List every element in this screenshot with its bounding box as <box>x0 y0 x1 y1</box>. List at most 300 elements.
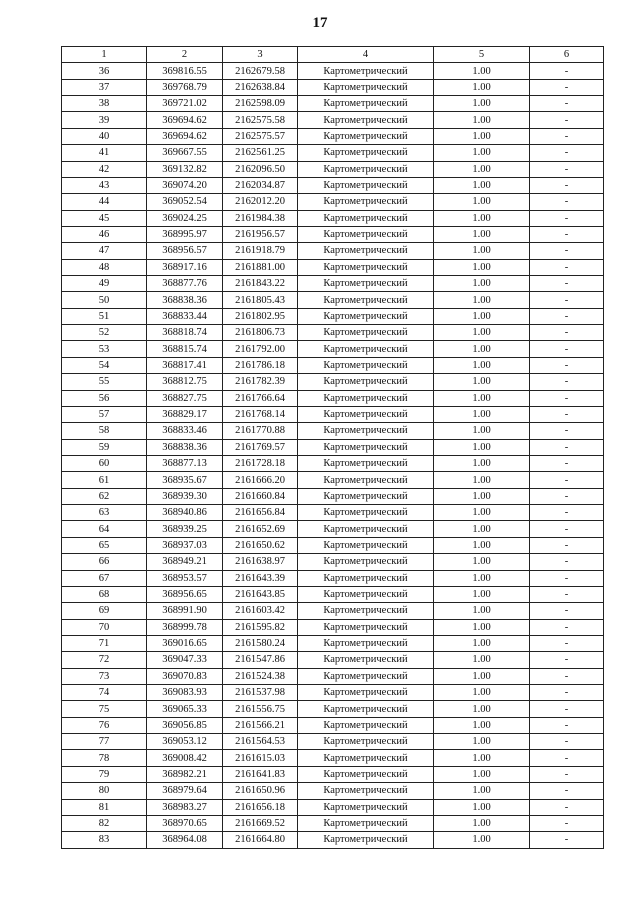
y-coordinate-cell: 2161802.95 <box>223 308 298 324</box>
x-coordinate-cell: 368939.30 <box>147 488 223 504</box>
x-coordinate-cell: 368838.36 <box>147 292 223 308</box>
precision-cell: 1.00 <box>434 734 530 750</box>
description-cell: - <box>530 308 604 324</box>
x-coordinate-cell: 369694.62 <box>147 128 223 144</box>
precision-cell: 1.00 <box>434 259 530 275</box>
method-cell: Картометрический <box>298 357 434 373</box>
point-number-cell: 78 <box>62 750 147 766</box>
y-coordinate-cell: 2162679.58 <box>223 63 298 79</box>
precision-cell: 1.00 <box>434 505 530 521</box>
description-cell: - <box>530 537 604 553</box>
point-number-cell: 73 <box>62 668 147 684</box>
description-cell: - <box>530 194 604 210</box>
description-cell: - <box>530 177 604 193</box>
column-header: 4 <box>298 47 434 63</box>
point-number-cell: 81 <box>62 799 147 815</box>
description-cell: - <box>530 292 604 308</box>
x-coordinate-cell: 369694.62 <box>147 112 223 128</box>
table-row <box>62 292 604 308</box>
table-row <box>62 341 604 357</box>
description-cell: - <box>530 521 604 537</box>
y-coordinate-cell: 2161643.39 <box>223 570 298 586</box>
x-coordinate-cell: 368815.74 <box>147 341 223 357</box>
x-coordinate-cell: 368949.21 <box>147 554 223 570</box>
x-coordinate-cell: 369016.65 <box>147 635 223 651</box>
precision-cell: 1.00 <box>434 177 530 193</box>
precision-cell: 1.00 <box>434 537 530 553</box>
description-cell: - <box>530 685 604 701</box>
column-header: 5 <box>434 47 530 63</box>
table-row <box>62 488 604 504</box>
y-coordinate-cell: 2161770.88 <box>223 423 298 439</box>
x-coordinate-cell: 368833.46 <box>147 423 223 439</box>
point-number-cell: 79 <box>62 766 147 782</box>
method-cell: Картометрический <box>298 390 434 406</box>
point-number-cell: 37 <box>62 79 147 95</box>
table-row <box>62 145 604 161</box>
x-coordinate-cell: 368818.74 <box>147 325 223 341</box>
y-coordinate-cell: 2162575.57 <box>223 128 298 144</box>
method-cell: Картометрический <box>298 635 434 651</box>
description-cell: - <box>530 145 604 161</box>
point-number-cell: 53 <box>62 341 147 357</box>
table-row <box>62 766 604 782</box>
method-cell: Картометрический <box>298 472 434 488</box>
table-row <box>62 325 604 341</box>
description-cell: - <box>530 243 604 259</box>
x-coordinate-cell: 368940.86 <box>147 505 223 521</box>
description-cell: - <box>530 325 604 341</box>
method-cell: Картометрический <box>298 619 434 635</box>
point-number-cell: 54 <box>62 357 147 373</box>
precision-cell: 1.00 <box>434 194 530 210</box>
method-cell: Картометрический <box>298 455 434 471</box>
description-cell: - <box>530 717 604 733</box>
y-coordinate-cell: 2161805.43 <box>223 292 298 308</box>
precision-cell: 1.00 <box>434 766 530 782</box>
precision-cell: 1.00 <box>434 783 530 799</box>
y-coordinate-cell: 2162012.20 <box>223 194 298 210</box>
precision-cell: 1.00 <box>434 701 530 717</box>
method-cell: Картометрический <box>298 766 434 782</box>
description-cell: - <box>530 406 604 422</box>
method-cell: Картометрический <box>298 341 434 357</box>
description-cell: - <box>530 259 604 275</box>
point-number-cell: 40 <box>62 128 147 144</box>
point-number-cell: 45 <box>62 210 147 226</box>
x-coordinate-cell: 368970.65 <box>147 815 223 831</box>
y-coordinate-cell: 2161566.21 <box>223 717 298 733</box>
description-cell: - <box>530 766 604 782</box>
point-number-cell: 56 <box>62 390 147 406</box>
precision-cell: 1.00 <box>434 750 530 766</box>
method-cell: Картометрический <box>298 554 434 570</box>
point-number-cell: 43 <box>62 177 147 193</box>
method-cell: Картометрический <box>298 308 434 324</box>
precision-cell: 1.00 <box>434 341 530 357</box>
table-row <box>62 472 604 488</box>
precision-cell: 1.00 <box>434 325 530 341</box>
precision-cell: 1.00 <box>434 652 530 668</box>
precision-cell: 1.00 <box>434 488 530 504</box>
table-row <box>62 63 604 79</box>
point-number-cell: 52 <box>62 325 147 341</box>
table-row <box>62 586 604 602</box>
y-coordinate-cell: 2161769.57 <box>223 439 298 455</box>
x-coordinate-cell: 368964.08 <box>147 832 223 848</box>
precision-cell: 1.00 <box>434 423 530 439</box>
y-coordinate-cell: 2161656.18 <box>223 799 298 815</box>
method-cell: Картометрический <box>298 128 434 144</box>
y-coordinate-cell: 2161768.14 <box>223 406 298 422</box>
method-cell: Картометрический <box>298 276 434 292</box>
column-header: 3 <box>223 47 298 63</box>
method-cell: Картометрический <box>298 63 434 79</box>
description-cell: - <box>530 128 604 144</box>
point-number-cell: 77 <box>62 734 147 750</box>
description-cell: - <box>530 63 604 79</box>
method-cell: Картометрический <box>298 145 434 161</box>
precision-cell: 1.00 <box>434 226 530 242</box>
y-coordinate-cell: 2161843.22 <box>223 276 298 292</box>
point-number-cell: 64 <box>62 521 147 537</box>
table-body <box>62 63 604 848</box>
precision-cell: 1.00 <box>434 112 530 128</box>
table-row <box>62 96 604 112</box>
point-number-cell: 66 <box>62 554 147 570</box>
table-row <box>62 308 604 324</box>
description-cell: - <box>530 586 604 602</box>
x-coordinate-cell: 368833.44 <box>147 308 223 324</box>
description-cell: - <box>530 668 604 684</box>
point-number-cell: 57 <box>62 406 147 422</box>
table-row <box>62 537 604 553</box>
method-cell: Картометрический <box>298 685 434 701</box>
table-row <box>62 79 604 95</box>
method-cell: Картометрический <box>298 734 434 750</box>
description-cell: - <box>530 734 604 750</box>
y-coordinate-cell: 2161652.69 <box>223 521 298 537</box>
table-row <box>62 603 604 619</box>
method-cell: Картометрический <box>298 750 434 766</box>
table-row <box>62 652 604 668</box>
y-coordinate-cell: 2161556.75 <box>223 701 298 717</box>
point-number-cell: 75 <box>62 701 147 717</box>
coordinates-table <box>61 46 604 849</box>
table-row <box>62 177 604 193</box>
x-coordinate-cell: 368937.03 <box>147 537 223 553</box>
method-cell: Картометрический <box>298 439 434 455</box>
x-coordinate-cell: 368956.65 <box>147 586 223 602</box>
x-coordinate-cell: 368817.41 <box>147 357 223 373</box>
table-row <box>62 570 604 586</box>
description-cell: - <box>530 423 604 439</box>
table-row <box>62 357 604 373</box>
y-coordinate-cell: 2161786.18 <box>223 357 298 373</box>
y-coordinate-cell: 2162638.84 <box>223 79 298 95</box>
y-coordinate-cell: 2161792.00 <box>223 341 298 357</box>
x-coordinate-cell: 369008.42 <box>147 750 223 766</box>
method-cell: Картометрический <box>298 406 434 422</box>
x-coordinate-cell: 369053.12 <box>147 734 223 750</box>
x-coordinate-cell: 369047.33 <box>147 652 223 668</box>
x-coordinate-cell: 369074.20 <box>147 177 223 193</box>
precision-cell: 1.00 <box>434 308 530 324</box>
method-cell: Картометрический <box>298 325 434 341</box>
x-coordinate-cell: 368812.75 <box>147 374 223 390</box>
description-cell: - <box>530 619 604 635</box>
x-coordinate-cell: 369024.25 <box>147 210 223 226</box>
table-row <box>62 832 604 848</box>
precision-cell: 1.00 <box>434 439 530 455</box>
y-coordinate-cell: 2162561.25 <box>223 145 298 161</box>
y-coordinate-cell: 2161650.62 <box>223 537 298 553</box>
description-cell: - <box>530 815 604 831</box>
point-number-cell: 59 <box>62 439 147 455</box>
precision-cell: 1.00 <box>434 128 530 144</box>
point-number-cell: 67 <box>62 570 147 586</box>
precision-cell: 1.00 <box>434 685 530 701</box>
precision-cell: 1.00 <box>434 292 530 308</box>
precision-cell: 1.00 <box>434 668 530 684</box>
y-coordinate-cell: 2162034.87 <box>223 177 298 193</box>
description-cell: - <box>530 603 604 619</box>
method-cell: Картометрический <box>298 243 434 259</box>
y-coordinate-cell: 2161782.39 <box>223 374 298 390</box>
x-coordinate-cell: 368827.75 <box>147 390 223 406</box>
description-cell: - <box>530 374 604 390</box>
x-coordinate-cell: 368829.17 <box>147 406 223 422</box>
table-row <box>62 210 604 226</box>
x-coordinate-cell: 369667.55 <box>147 145 223 161</box>
precision-cell: 1.00 <box>434 455 530 471</box>
x-coordinate-cell: 369132.82 <box>147 161 223 177</box>
page-number: 17 <box>312 15 328 31</box>
point-number-cell: 70 <box>62 619 147 635</box>
table-row <box>62 439 604 455</box>
description-cell: - <box>530 832 604 848</box>
y-coordinate-cell: 2161728.18 <box>223 455 298 471</box>
method-cell: Картометрический <box>298 717 434 733</box>
table-row <box>62 423 604 439</box>
method-cell: Картометрический <box>298 79 434 95</box>
precision-cell: 1.00 <box>434 717 530 733</box>
point-number-cell: 82 <box>62 815 147 831</box>
y-coordinate-cell: 2161918.79 <box>223 243 298 259</box>
y-coordinate-cell: 2162096.50 <box>223 161 298 177</box>
x-coordinate-cell: 368939.25 <box>147 521 223 537</box>
description-cell: - <box>530 210 604 226</box>
point-number-cell: 50 <box>62 292 147 308</box>
precision-cell: 1.00 <box>434 603 530 619</box>
y-coordinate-cell: 2161881.00 <box>223 259 298 275</box>
precision-cell: 1.00 <box>434 554 530 570</box>
y-coordinate-cell: 2161603.42 <box>223 603 298 619</box>
x-coordinate-cell: 369816.55 <box>147 63 223 79</box>
point-number-cell: 44 <box>62 194 147 210</box>
precision-cell: 1.00 <box>434 799 530 815</box>
method-cell: Картометрический <box>298 161 434 177</box>
x-coordinate-cell: 369052.54 <box>147 194 223 210</box>
y-coordinate-cell: 2161638.97 <box>223 554 298 570</box>
method-cell: Картометрический <box>298 488 434 504</box>
point-number-cell: 62 <box>62 488 147 504</box>
y-coordinate-cell: 2161664.80 <box>223 832 298 848</box>
method-cell: Картометрический <box>298 226 434 242</box>
precision-cell: 1.00 <box>434 374 530 390</box>
x-coordinate-cell: 368953.57 <box>147 570 223 586</box>
point-number-cell: 51 <box>62 308 147 324</box>
y-coordinate-cell: 2161643.85 <box>223 586 298 602</box>
table-row <box>62 521 604 537</box>
method-cell: Картометрический <box>298 177 434 193</box>
description-cell: - <box>530 341 604 357</box>
description-cell: - <box>530 112 604 128</box>
table-row <box>62 554 604 570</box>
method-cell: Картометрический <box>298 423 434 439</box>
method-cell: Картометрический <box>298 112 434 128</box>
description-cell: - <box>530 226 604 242</box>
precision-cell: 1.00 <box>434 586 530 602</box>
method-cell: Картометрический <box>298 210 434 226</box>
precision-cell: 1.00 <box>434 832 530 848</box>
table-row <box>62 734 604 750</box>
method-cell: Картометрический <box>298 815 434 831</box>
x-coordinate-cell: 368838.36 <box>147 439 223 455</box>
y-coordinate-cell: 2161669.52 <box>223 815 298 831</box>
method-cell: Картометрический <box>298 292 434 308</box>
table-row <box>62 161 604 177</box>
precision-cell: 1.00 <box>434 276 530 292</box>
y-coordinate-cell: 2161666.20 <box>223 472 298 488</box>
method-cell: Картометрический <box>298 832 434 848</box>
description-cell: - <box>530 439 604 455</box>
description-cell: - <box>530 799 604 815</box>
y-coordinate-cell: 2161650.96 <box>223 783 298 799</box>
table-row <box>62 783 604 799</box>
y-coordinate-cell: 2161537.98 <box>223 685 298 701</box>
table-row <box>62 635 604 651</box>
description-cell: - <box>530 455 604 471</box>
table-row <box>62 701 604 717</box>
x-coordinate-cell: 368877.13 <box>147 455 223 471</box>
point-number-cell: 47 <box>62 243 147 259</box>
y-coordinate-cell: 2161956.57 <box>223 226 298 242</box>
point-number-cell: 38 <box>62 96 147 112</box>
method-cell: Картометрический <box>298 521 434 537</box>
table-row <box>62 406 604 422</box>
table-row <box>62 112 604 128</box>
description-cell: - <box>530 472 604 488</box>
point-number-cell: 49 <box>62 276 147 292</box>
precision-cell: 1.00 <box>434 357 530 373</box>
table-row <box>62 226 604 242</box>
method-cell: Картометрический <box>298 586 434 602</box>
precision-cell: 1.00 <box>434 472 530 488</box>
table-row <box>62 194 604 210</box>
y-coordinate-cell: 2161641.83 <box>223 766 298 782</box>
point-number-cell: 80 <box>62 783 147 799</box>
precision-cell: 1.00 <box>434 570 530 586</box>
table-row <box>62 390 604 406</box>
y-coordinate-cell: 2161564.53 <box>223 734 298 750</box>
description-cell: - <box>530 652 604 668</box>
column-header: 6 <box>530 47 604 63</box>
table-row <box>62 128 604 144</box>
point-number-cell: 63 <box>62 505 147 521</box>
point-number-cell: 69 <box>62 603 147 619</box>
table-row <box>62 799 604 815</box>
table-row <box>62 276 604 292</box>
description-cell: - <box>530 783 604 799</box>
table-row <box>62 717 604 733</box>
table-row <box>62 455 604 471</box>
point-number-cell: 60 <box>62 455 147 471</box>
precision-cell: 1.00 <box>434 96 530 112</box>
precision-cell: 1.00 <box>434 145 530 161</box>
description-cell: - <box>530 750 604 766</box>
description-cell: - <box>530 276 604 292</box>
precision-cell: 1.00 <box>434 635 530 651</box>
method-cell: Картометрический <box>298 783 434 799</box>
x-coordinate-cell: 368995.97 <box>147 226 223 242</box>
method-cell: Картометрический <box>298 537 434 553</box>
table-row <box>62 619 604 635</box>
y-coordinate-cell: 2161524.38 <box>223 668 298 684</box>
point-number-cell: 83 <box>62 832 147 848</box>
y-coordinate-cell: 2162598.09 <box>223 96 298 112</box>
table-row <box>62 505 604 521</box>
y-coordinate-cell: 2161766.64 <box>223 390 298 406</box>
table-row <box>62 685 604 701</box>
y-coordinate-cell: 2161615.03 <box>223 750 298 766</box>
x-coordinate-cell: 368956.57 <box>147 243 223 259</box>
precision-cell: 1.00 <box>434 815 530 831</box>
method-cell: Картометрический <box>298 96 434 112</box>
table-row <box>62 259 604 275</box>
table-row <box>62 668 604 684</box>
point-number-cell: 65 <box>62 537 147 553</box>
x-coordinate-cell: 368935.67 <box>147 472 223 488</box>
description-cell: - <box>530 570 604 586</box>
point-number-cell: 76 <box>62 717 147 733</box>
description-cell: - <box>530 96 604 112</box>
method-cell: Картометрический <box>298 194 434 210</box>
point-number-cell: 41 <box>62 145 147 161</box>
description-cell: - <box>530 161 604 177</box>
precision-cell: 1.00 <box>434 619 530 635</box>
x-coordinate-cell: 369083.93 <box>147 685 223 701</box>
description-cell: - <box>530 554 604 570</box>
precision-cell: 1.00 <box>434 210 530 226</box>
method-cell: Картометрический <box>298 652 434 668</box>
point-number-cell: 74 <box>62 685 147 701</box>
x-coordinate-cell: 368982.21 <box>147 766 223 782</box>
y-coordinate-cell: 2161660.84 <box>223 488 298 504</box>
x-coordinate-cell: 369056.85 <box>147 717 223 733</box>
description-cell: - <box>530 79 604 95</box>
point-number-cell: 71 <box>62 635 147 651</box>
point-number-cell: 36 <box>62 63 147 79</box>
method-cell: Картометрический <box>298 374 434 390</box>
point-number-cell: 46 <box>62 226 147 242</box>
x-coordinate-cell: 369070.83 <box>147 668 223 684</box>
table-row <box>62 374 604 390</box>
x-coordinate-cell: 368999.78 <box>147 619 223 635</box>
precision-cell: 1.00 <box>434 243 530 259</box>
point-number-cell: 48 <box>62 259 147 275</box>
description-cell: - <box>530 701 604 717</box>
